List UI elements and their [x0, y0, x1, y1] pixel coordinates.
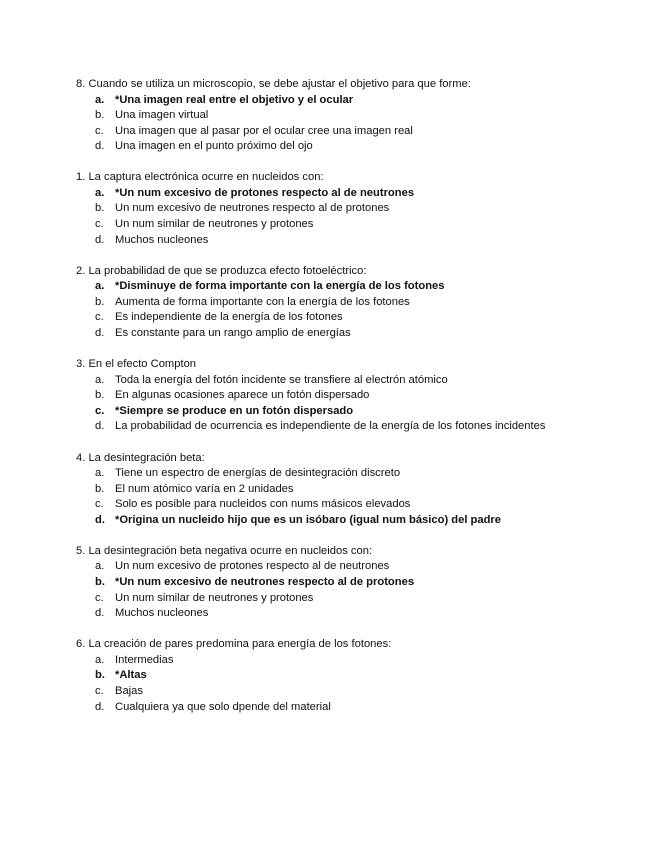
option-letter: a. [95, 280, 105, 293]
option-text: *Altas [115, 669, 147, 682]
option-text: Solo es posible para nucleidos con nums másicos elevados [115, 498, 411, 511]
option-text: Cualquiera ya que solo dpende del material [115, 700, 331, 713]
question-stem: 1. La captura electrónica ocurre en nucleidos con: [76, 171, 324, 184]
answer-option-correct [76, 513, 646, 529]
question-stem: 8. Cuando se utiliza un microscopio, se debe ajustar el objetivo para que forme: [76, 78, 471, 90]
option-letter: c. [95, 124, 104, 137]
option-letter: b. [95, 669, 105, 682]
answer-option [76, 700, 646, 716]
option-letter: d. [95, 700, 105, 713]
quiz-document [76, 77, 646, 731]
option-text: El num atómico varía en 2 unidades [115, 482, 294, 495]
option-text: Un num similar de neutrones y protones [115, 591, 314, 604]
option-text: La probabilidad de ocurrencia es independiente de la energía de los fotones incidentes [115, 420, 546, 433]
answer-option [76, 466, 646, 482]
question-stem: 6. La creación de pares predomina para energía de los fotones: [76, 638, 392, 651]
option-text: *Disminuye de forma importante con la energía de los fotones [115, 280, 445, 293]
answer-option [76, 419, 646, 435]
question-stem: 3. En el efecto Compton [76, 358, 197, 371]
answer-option [76, 217, 646, 233]
option-letter: b. [95, 295, 105, 308]
answer-options [76, 186, 646, 248]
answer-option [76, 124, 646, 140]
answer-option [76, 653, 646, 669]
option-text: *Un num excesivo de neutrones respecto al de protones [115, 575, 415, 588]
option-text: Una imagen que al pasar por el ocular cree una imagen real [115, 124, 413, 137]
option-letter: a. [95, 373, 105, 386]
option-text: Un num excesivo de neutrones respecto al de protones [115, 202, 390, 215]
option-letter: c. [95, 498, 104, 511]
option-letter: c. [95, 684, 104, 697]
question-block [76, 544, 646, 622]
option-letter: a. [95, 560, 105, 573]
option-letter: a. [95, 186, 105, 199]
option-text: Un num similar de neutrones y protones [115, 218, 314, 231]
option-letter: b. [95, 482, 105, 495]
option-letter: a. [95, 93, 105, 106]
option-letter: b. [95, 575, 105, 588]
option-letter: a. [95, 653, 105, 666]
answer-option [76, 326, 646, 342]
answer-option [76, 373, 646, 389]
question-block [76, 170, 646, 248]
answer-options [76, 279, 646, 341]
answer-options [76, 93, 646, 155]
answer-option [76, 684, 646, 700]
option-text: Intermedias [115, 653, 174, 666]
answer-option-correct [76, 575, 646, 591]
question-block [76, 77, 646, 155]
question-block [76, 451, 646, 529]
option-text: Bajas [115, 684, 143, 697]
answer-option-correct [76, 279, 646, 295]
option-letter: d. [95, 140, 105, 153]
question-stem: 4. La desintegración beta: [76, 451, 205, 464]
question-block [76, 264, 646, 342]
option-text: Un num excesivo de protones respecto al de neutrones [115, 560, 390, 573]
answer-options [76, 559, 646, 621]
option-text: Tiene un espectro de energías de desintegración discreto [115, 467, 401, 479]
option-letter: a. [95, 467, 105, 479]
answer-option-correct [76, 93, 646, 109]
option-letter: d. [95, 513, 105, 526]
question-stem: 2. La probabilidad de que se produzca efecto fotoeléctrico: [76, 264, 367, 277]
option-letter: d. [95, 327, 105, 340]
answer-options [76, 466, 646, 528]
option-letter: c. [95, 218, 104, 231]
answer-option [76, 388, 646, 404]
question-stem: 5. La desintegración beta negativa ocurre en nucleidos con: [76, 544, 373, 557]
option-text: Toda la energía del fotón incidente se transfiere al electrón atómico [115, 373, 448, 386]
option-letter: b. [95, 202, 105, 215]
option-text: *Un num excesivo de protones respecto al de neutrones [115, 186, 415, 199]
option-text: *Siempre se produce en un fotón dispersado [115, 404, 354, 417]
option-letter: c. [95, 591, 104, 604]
answer-option [76, 310, 646, 326]
option-letter: b. [95, 109, 105, 122]
option-letter: d. [95, 420, 105, 433]
option-text: *Origina un nucleido hijo que es un isóbaro (igual num básico) del padre [115, 513, 502, 526]
option-text: Una imagen virtual [115, 109, 209, 122]
answer-option-correct [76, 404, 646, 420]
option-text: Una imagen en el punto próximo del ojo [115, 140, 313, 153]
answer-option [76, 497, 646, 513]
answer-option [76, 201, 646, 217]
option-text: Es constante para un rango amplio de energías [115, 327, 351, 340]
answer-options [76, 373, 646, 435]
answer-option [76, 139, 646, 155]
option-text: *Una imagen real entre el objetivo y el ocular [115, 93, 354, 106]
question-block [76, 637, 646, 715]
answer-option [76, 108, 646, 124]
option-letter: c. [95, 404, 105, 417]
answer-option-correct [76, 186, 646, 202]
option-text: Es independiente de la energía de los fotones [115, 311, 343, 324]
option-letter: c. [95, 311, 104, 324]
answer-option [76, 295, 646, 311]
option-letter: d. [95, 607, 105, 620]
option-text: Aumenta de forma importante con la energía de los fotones [115, 295, 410, 308]
option-text: En algunas ocasiones aparece un fotón dispersado [115, 389, 370, 402]
answer-option [76, 606, 646, 622]
question-block [76, 357, 646, 435]
answer-option [76, 559, 646, 575]
option-text: Muchos nucleones [115, 607, 209, 620]
answer-option [76, 591, 646, 607]
option-text: Muchos nucleones [115, 233, 209, 246]
option-letter: b. [95, 389, 105, 402]
answer-option [76, 233, 646, 249]
option-letter: d. [95, 233, 105, 246]
answer-option-correct [76, 668, 646, 684]
answer-option [76, 482, 646, 498]
answer-options [76, 653, 646, 715]
